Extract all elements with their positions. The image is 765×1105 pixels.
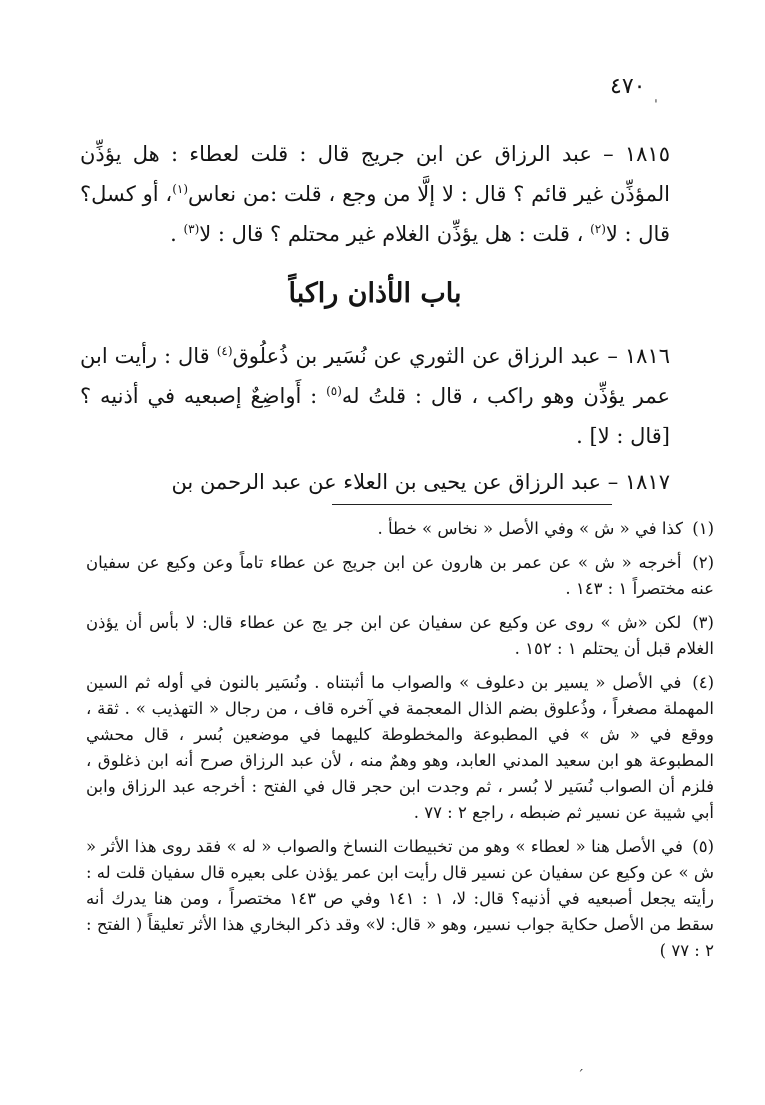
hadith-number: ١٨١٥	[624, 142, 670, 166]
hadith-text: قال : رأيت ابن عمر يؤذِّن وهو راكب ، قال : قلتُ له	[80, 344, 670, 408]
footnote-text: كذا في « ش » وفي الأصل « نخاس » خطأ .	[377, 519, 683, 538]
page-number: ٤٧٠	[610, 74, 646, 99]
footnote-text: في الأصل « يسير بن دعلوف » والصواب ما أثبتناه . ونُسَير بالنون في أوله ثم السين المهملة مصغراً ، وذُعلوق بضم الذال المعجمة في آخره قاف ، من رجال « التهذيب » . ثقة ، ووقع في « ش » في المطبوعة والمخطوطة كليهما في موضعين بُسر ، قال محشي المطبوعة هو ابن سعيد المدني العابد، وهو وهمٌ منه ، لأن عبد الرزاق صرح أنه ابن ذغلوق ، فلزم أن الصواب نُسَير لا بُسر ، ثم وجدت ابن حجر قال في الفتح : أخرجه عبد الرزاق وابن أبي شيبة عن نسير ثم ضبطه ، راجع ٢ : ٧٧ .	[86, 673, 714, 822]
footnote-text: في الأصل هنا « لعطاء » وهو من تخبيطات النساخ والصواب « له » فقد روى هذا الأثر « ش » عن وكيع عن سفيان عن نسير قال رأيت ابن عمر يؤذن على بعيره قال سفيان قلت له : رأيته يجعل أصبعيه في أذنيه؟ قال: لا، ١ : ١٤١ وفي ص ١٤٣ مختصراً ، ومن هنا يدرك أنه سقط من الأصل حكاية جواب نسير، وهو « قال: لا» وقد ذكر البخاري هذا الأثر تعليقاً ( الفتح : ٢ : ٧٧ )	[86, 837, 715, 960]
footnote-ref-3[interactable]: (٣)	[183, 222, 200, 236]
hadith-text: ، أو كسل؟ قال : لا	[80, 182, 670, 246]
margin-mark: ˈ	[654, 98, 658, 114]
chapter-heading: باب الأذان راكباً	[288, 278, 462, 309]
footnote-number: (٣)	[692, 613, 714, 632]
footnote-number: (٤)	[692, 673, 714, 692]
hadith-number: ١٨١٦	[624, 344, 671, 368]
footnote-5	[86, 834, 714, 964]
hadith-1816	[80, 336, 670, 456]
footnote-text: لكن «ش » روى عن وكيع عن سفيان عن ابن جر يج عن عطاء قال: لا بأس أن يؤذن الغلام قبل أن يحتلم ١ : ١٥٢ .	[86, 613, 714, 658]
footnote-number: (٢)	[692, 553, 714, 572]
footnote-ref-5[interactable]: (٥)	[326, 384, 342, 398]
footnote-text: أخرجه « ش » عن عمر بن هارون عن ابن جريج عن عطاء تاماً وعن وكيع عن سفيان عنه مختصراً ١ : ١٤٣ .	[86, 553, 714, 598]
footnote-divider	[332, 504, 612, 505]
hadith-text: : أَواضِعٌ إصبعيه في أذنيه ؟ [قال : لا] .	[80, 384, 670, 448]
hadith-text: .	[170, 222, 184, 246]
margin-mark: ˊ	[577, 1068, 584, 1084]
footnote-1	[86, 516, 714, 542]
footnotes-section	[86, 516, 714, 972]
hadith-1817	[80, 462, 670, 502]
hadith-text: ، قلت : هل يؤذِّن الغلام غير محتلم ؟ قال : لا	[199, 222, 591, 246]
hadith-text: – عبد الرزاق عن يحيى بن العلاء عن عبد الرحمن بن	[171, 470, 625, 494]
footnote-number: (٥)	[692, 837, 714, 856]
footnote-2	[86, 550, 714, 602]
footnote-4	[86, 670, 714, 826]
hadith-1815	[80, 134, 670, 254]
footnote-3	[86, 610, 714, 662]
footnote-ref-2[interactable]: (٢)	[590, 222, 606, 236]
hadith-number: ١٨١٧	[624, 470, 670, 494]
hadith-text: – عبد الرزاق عن ابن جريج قال : قلت لعطاء : هل يؤذِّن المؤذِّن غير قائم ؟ قال : لا إلَّا من وجع ، قلت :من نعاس	[80, 142, 671, 206]
footnote-ref-4[interactable]: (٤)	[216, 344, 233, 358]
hadith-text: – عبد الرزاق عن الثوري عن نُسَير بن ذُعلُوق	[232, 344, 625, 368]
footnote-ref-1[interactable]: (١)	[172, 182, 189, 196]
footnote-number: (١)	[692, 519, 714, 538]
